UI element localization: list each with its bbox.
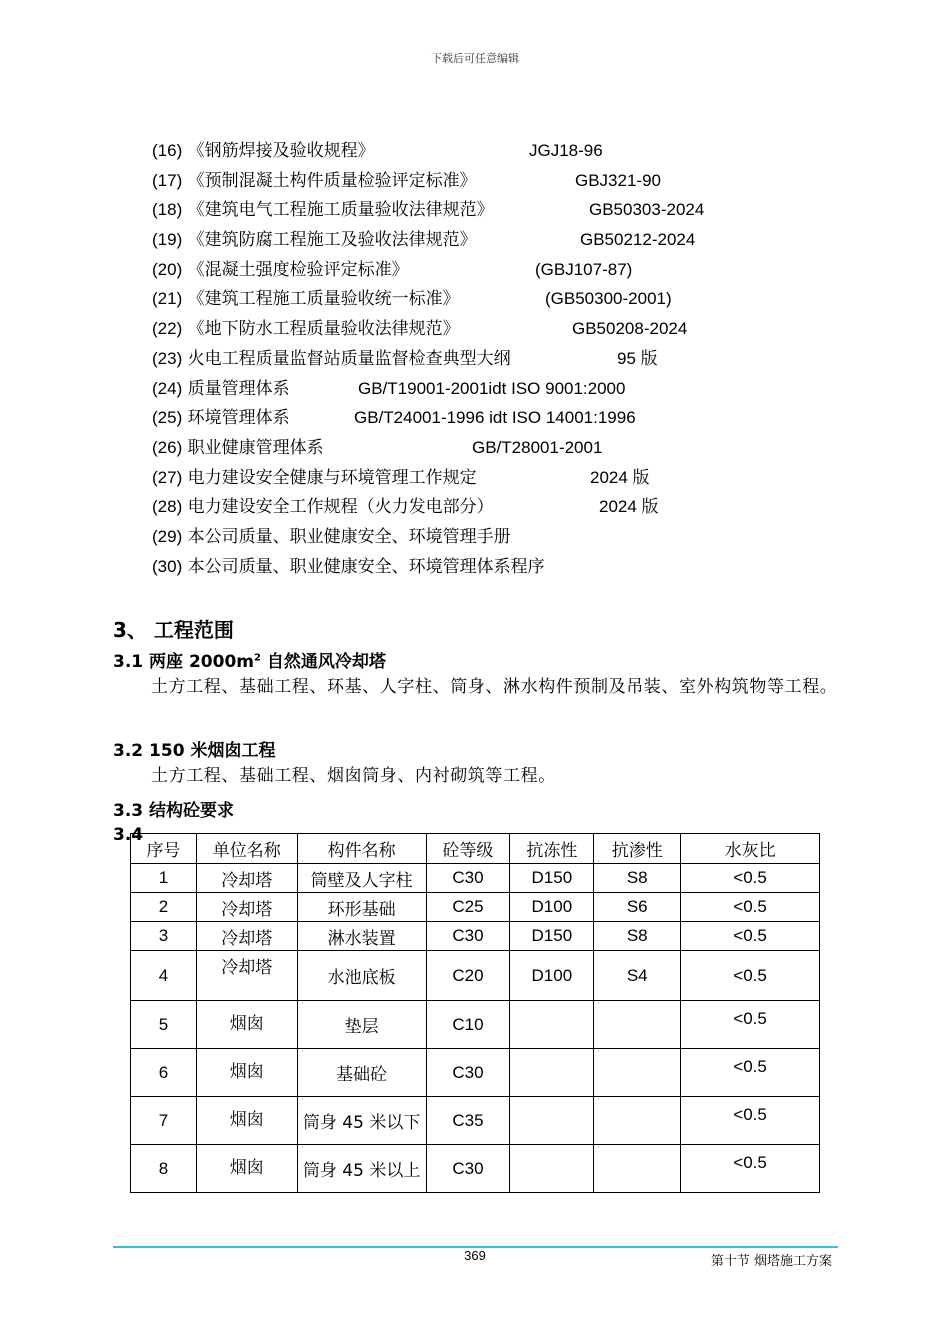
table-cell: C35 xyxy=(426,1097,510,1145)
table-cell: 垫层 xyxy=(297,1001,426,1049)
reference-code: GB50212-2024 xyxy=(580,230,696,250)
subsection-3-1-suffix: 自然通风冷却塔 xyxy=(260,652,386,672)
table-cell xyxy=(510,1049,594,1097)
table-cell: C30 xyxy=(426,1145,510,1193)
table-body xyxy=(131,864,820,1193)
table-cell: <0.5 xyxy=(681,1097,820,1145)
table-cell: C30 xyxy=(426,1049,510,1097)
table-cell: S6 xyxy=(594,893,681,922)
reference-code: 95 版 xyxy=(617,348,658,368)
reference-title: 职业健康管理体系 xyxy=(187,437,324,458)
table-cell: C20 xyxy=(426,951,510,1001)
reference-title: 《建筑电气工程施工质量验收法律规范》 xyxy=(187,200,494,221)
reference-number: (24) xyxy=(152,378,183,398)
table-cell: 7 xyxy=(131,1097,197,1145)
table-cell: 筒身 45 米以上 xyxy=(297,1145,426,1193)
reference-list xyxy=(152,140,852,585)
table-cell: <0.5 xyxy=(681,951,820,1001)
table-cell: 冷却塔 xyxy=(196,922,297,951)
table-header-cell: 序号 xyxy=(131,834,197,864)
subsection-3-1-prefix: 3.1 两座 2000m xyxy=(113,652,254,672)
reference-item xyxy=(152,318,852,348)
table-cell: 冷却塔 xyxy=(196,864,297,893)
table-header-cell: 构件名称 xyxy=(297,834,426,864)
table-cell: C25 xyxy=(426,893,510,922)
subsection-3-3-title: 3.3 结构砼要求 xyxy=(113,801,235,821)
subsection-3-4-title: 3.4 xyxy=(113,825,144,845)
reference-code: GB/T19001-2001idt ISO 9001:2000 xyxy=(358,378,626,398)
reference-number: (28) xyxy=(152,497,183,517)
reference-title: 电力建设安全健康与环境管理工作规定 xyxy=(187,467,477,488)
reference-number: (22) xyxy=(152,319,183,339)
reference-title: 火电工程质量监督站质量监督检查典型大纲 xyxy=(187,348,511,369)
reference-title: 本公司质量、职业健康安全、环境管理体系程序 xyxy=(187,556,545,577)
table-cell: <0.5 xyxy=(681,864,820,893)
table-row xyxy=(131,1097,820,1145)
table-cell: 烟囱 xyxy=(196,1097,297,1145)
table-header-cell: 砼等级 xyxy=(426,834,510,864)
table-header-cell: 抗冻性 xyxy=(510,834,594,864)
reference-code: GB50208-2024 xyxy=(572,319,688,339)
table-cell: 筒壁及人字柱 xyxy=(297,864,426,893)
table-cell xyxy=(594,1145,681,1193)
reference-code: (GBJ107-87) xyxy=(535,259,633,279)
reference-item xyxy=(152,170,852,200)
table-header-cell: 抗渗性 xyxy=(594,834,681,864)
table-row xyxy=(131,922,820,951)
reference-number: (26) xyxy=(152,437,183,457)
table-cell: 冷却塔 xyxy=(196,951,297,1001)
footer-section-title: 第十节 烟塔施工方案 xyxy=(710,1254,832,1269)
table-cell: 烟囱 xyxy=(196,1001,297,1049)
table-cell xyxy=(594,1049,681,1097)
reference-number: (25) xyxy=(152,408,183,428)
subsection-3-2-title: 3.2 150 米烟囱工程 xyxy=(113,741,276,761)
table-cell: <0.5 xyxy=(681,922,820,951)
table-cell: 烟囱 xyxy=(196,1145,297,1193)
table-cell: 1 xyxy=(131,864,197,893)
table-cell: 5 xyxy=(131,1001,197,1049)
table-cell: 2 xyxy=(131,893,197,922)
reference-code: GBJ321-90 xyxy=(575,170,661,190)
subsection-3-1-title xyxy=(113,647,386,672)
table-header-cell: 单位名称 xyxy=(196,834,297,864)
reference-number: (18) xyxy=(152,200,183,220)
table-cell: 环形基础 xyxy=(297,893,426,922)
header-note: 下载后可任意编辑 xyxy=(431,52,519,65)
table-cell: C30 xyxy=(426,922,510,951)
table-cell: <0.5 xyxy=(681,1001,820,1049)
reference-item xyxy=(152,140,852,170)
table-cell: 8 xyxy=(131,1145,197,1193)
table-cell: 基础砼 xyxy=(297,1049,426,1097)
table-cell xyxy=(510,1001,594,1049)
table-cell: <0.5 xyxy=(681,893,820,922)
reference-item xyxy=(152,467,852,497)
reference-item xyxy=(152,348,852,378)
reference-item xyxy=(152,378,852,408)
table-cell: D100 xyxy=(510,951,594,1001)
reference-number: (29) xyxy=(152,526,183,546)
reference-title: 电力建设安全工作规程（火力发电部分） xyxy=(187,497,494,518)
table-cell: <0.5 xyxy=(681,1145,820,1193)
page-number: 369 xyxy=(464,1248,486,1263)
table-cell xyxy=(594,1001,681,1049)
reference-title: 《预制混凝土构件质量检验评定标准》 xyxy=(187,170,477,191)
reference-title: 本公司质量、职业健康安全、环境管理手册 xyxy=(187,526,511,547)
table-cell: D150 xyxy=(510,864,594,893)
table-cell xyxy=(510,1097,594,1145)
table-row xyxy=(131,951,820,1001)
reference-item xyxy=(152,407,852,437)
table-row xyxy=(131,864,820,893)
reference-number: (19) xyxy=(152,230,183,250)
reference-number: (17) xyxy=(152,170,183,190)
table-row xyxy=(131,1145,820,1193)
reference-title: 《钢筋焊接及验收规程》 xyxy=(187,141,375,161)
reference-item xyxy=(152,199,852,229)
reference-title: 《建筑工程施工质量验收统一标准》 xyxy=(187,289,460,310)
reference-item xyxy=(152,229,852,259)
reference-code: (GB50300-2001) xyxy=(545,289,672,309)
table-cell xyxy=(510,1145,594,1193)
superscript-2: 2 xyxy=(253,652,261,664)
reference-item xyxy=(152,259,852,289)
table-cell: S8 xyxy=(594,864,681,893)
reference-title: 《混凝土强度检验评定标准》 xyxy=(187,259,409,280)
reference-number: (30) xyxy=(152,556,183,576)
table-cell: 3 xyxy=(131,922,197,951)
table-cell: S8 xyxy=(594,922,681,951)
table-cell: 水池底板 xyxy=(297,951,426,1001)
table-cell: D150 xyxy=(510,922,594,951)
subsection-3-1-text: 土方工程、基础工程、环基、人字柱、筒身、淋水构件预制及吊装、室外构筑物等工程。 xyxy=(151,677,838,697)
table-cell: 淋水装置 xyxy=(297,922,426,951)
section-3-title: 3、 工程范围 xyxy=(113,618,234,642)
table-cell: C10 xyxy=(426,1001,510,1049)
reference-code: 2024 版 xyxy=(590,467,650,487)
reference-item xyxy=(152,556,852,586)
table-cell: 4 xyxy=(131,951,197,1001)
table-cell: S4 xyxy=(594,951,681,1001)
reference-item xyxy=(152,496,852,526)
reference-number: (21) xyxy=(152,289,183,309)
table-row xyxy=(131,1001,820,1049)
reference-title: 环境管理体系 xyxy=(187,408,290,429)
table-row xyxy=(131,893,820,922)
subsection-3-2-text: 土方工程、基础工程、烟囱筒身、内衬砌筑等工程。 xyxy=(151,766,556,786)
reference-number: (27) xyxy=(152,467,183,487)
reference-code: JGJ18-96 xyxy=(529,141,603,160)
reference-title: 《建筑防腐工程施工及验收法律规范》 xyxy=(187,230,477,251)
table-cell: <0.5 xyxy=(681,1049,820,1097)
reference-number: (16) xyxy=(152,141,183,160)
table-header-cell: 水灰比 xyxy=(681,834,820,864)
reference-number: (20) xyxy=(152,259,183,279)
reference-code: GB/T24001-1996 idt ISO 14001:1996 xyxy=(354,408,636,428)
reference-item xyxy=(152,288,852,318)
concrete-spec-table xyxy=(130,833,820,1193)
table-cell: 6 xyxy=(131,1049,197,1097)
table-header-row xyxy=(131,834,820,864)
reference-title: 《地下防水工程质量验收法律规范》 xyxy=(187,319,460,340)
reference-item xyxy=(152,437,852,467)
table-cell xyxy=(594,1097,681,1145)
table-cell: C30 xyxy=(426,864,510,893)
table-cell: D100 xyxy=(510,893,594,922)
reference-item xyxy=(152,526,852,556)
table-row xyxy=(131,1049,820,1097)
reference-number: (23) xyxy=(152,348,183,368)
table-cell: 筒身 45 米以下 xyxy=(297,1097,426,1145)
reference-code: GB50303-2024 xyxy=(589,200,705,220)
table-cell: 烟囱 xyxy=(196,1049,297,1097)
reference-code: 2024 版 xyxy=(599,497,659,517)
reference-code: GB/T28001-2001 xyxy=(472,437,603,457)
reference-title: 质量管理体系 xyxy=(187,378,290,399)
table-cell: 冷却塔 xyxy=(196,893,297,922)
